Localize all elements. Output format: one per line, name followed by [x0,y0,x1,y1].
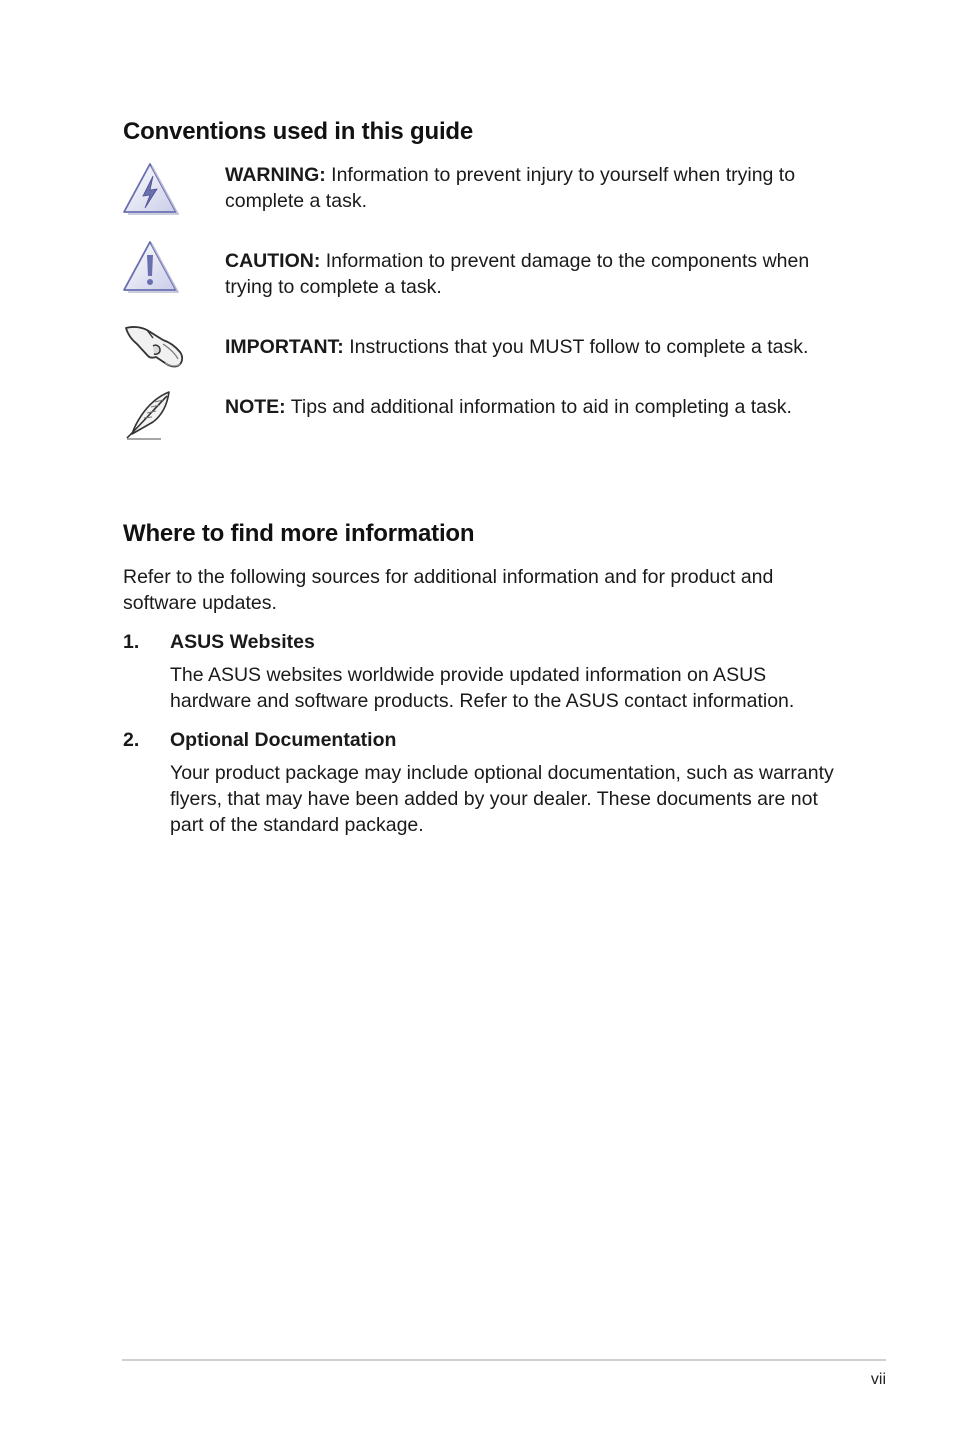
caution-description: Information to prevent damage to the components when trying to complete a task. [225,250,810,298]
footer-divider [122,1359,886,1361]
important-description: Instructions that you MUST follow to complete a task. [343,336,809,358]
warning-label: WARNING: [225,164,326,186]
note-text [225,394,835,420]
warning-text [225,162,835,214]
list-item-1-title: ASUS Websites [170,631,315,653]
important-text [225,334,835,360]
note-description: Tips and additional information to aid in completing a task. [285,396,792,418]
important-hand-icon [123,322,185,372]
important-label: IMPORTANT: [225,336,344,358]
list-item-1-number: 1. [123,631,140,653]
list-item-2-title: Optional Documentation [170,729,397,751]
caution-exclamation-icon [123,240,185,296]
warning-description: Information to prevent injury to yourself when trying to complete a task. [225,164,796,212]
list-item-1-body: The ASUS websites worldwide provide updated information on ASUS hardware and software products. Refer to the ASUS contact information. [170,664,795,712]
list-item-2-body: Your product package may include optional documentation, such as warranty flyers, that may have been added by your dealer. These documents are not part of the standard package. [170,762,834,836]
conventions-heading: Conventions used in this guide [123,118,474,145]
more-info-heading: Where to find more information [123,520,475,547]
note-label: NOTE: [225,396,286,418]
page-number: vii [870,1371,886,1388]
caution-label: CAUTION: [225,250,321,272]
note-quill-icon [123,390,185,442]
list-item-2-number: 2. [123,729,140,751]
warning-lightning-icon [123,162,185,218]
more-info-intro: Refer to the following sources for additional information and for product and software updates. [123,566,774,614]
caution-text [225,248,835,300]
